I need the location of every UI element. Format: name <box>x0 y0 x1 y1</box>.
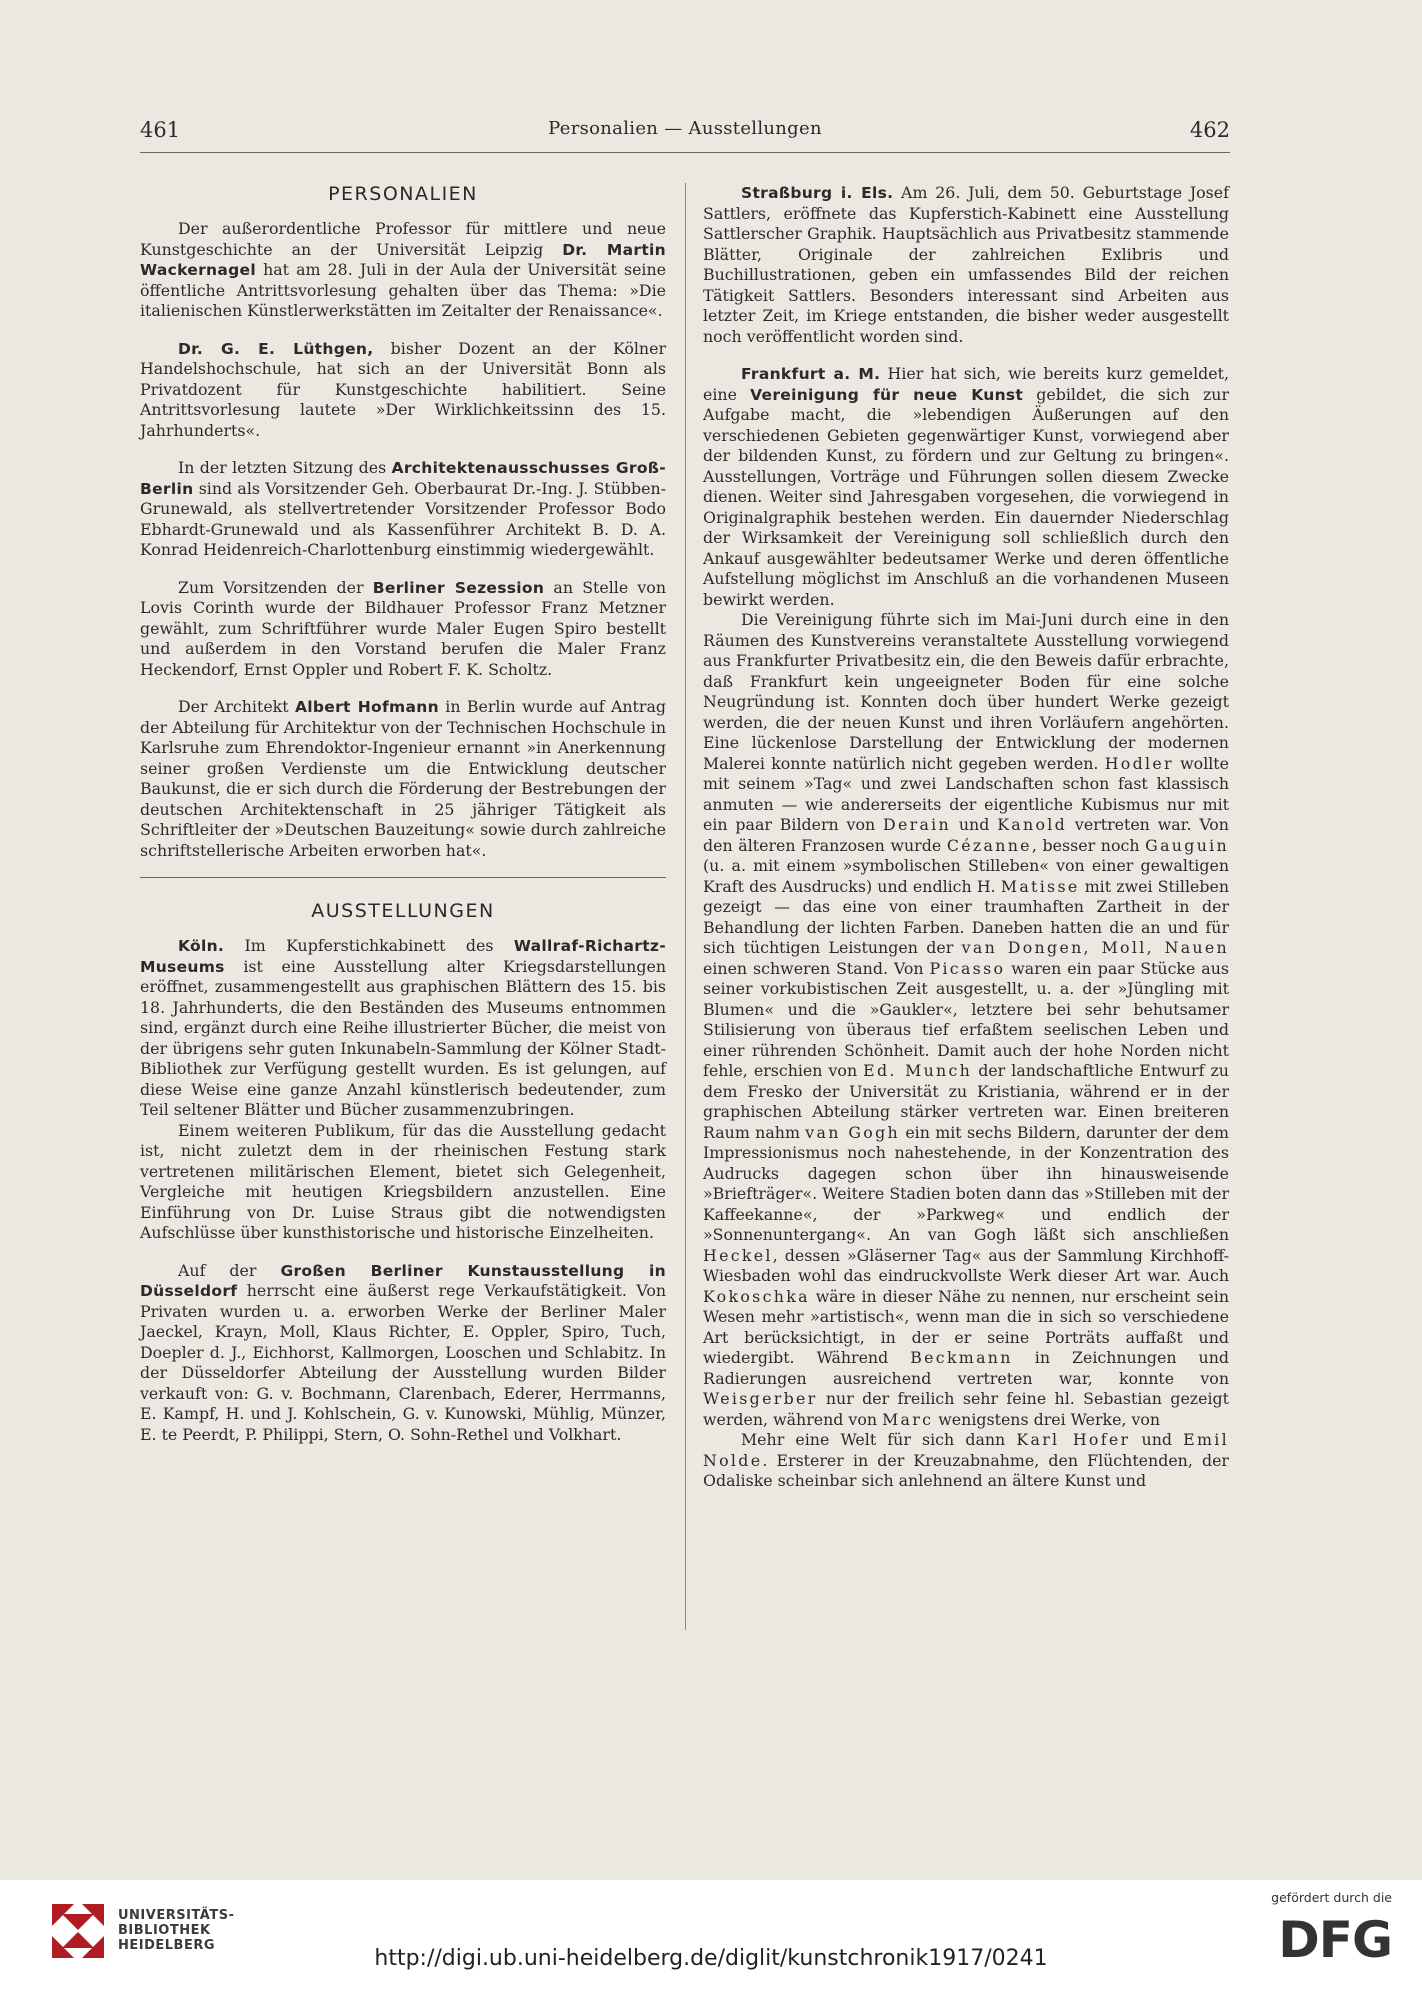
left-column <box>140 183 666 1445</box>
name-luethgen: Dr. G. E. Lüthgen, <box>178 339 374 358</box>
place-koeln: Köln. <box>178 937 225 955</box>
name-wackernagel: Dr. Martin Wackernagel <box>140 240 667 279</box>
paragraph-vereinigung-ausstellung: Die Vereinigung führte sich im Mai-Juni durch eine in den Räumen des Kunstvereins veranstaltete Ausstellung vorwiegend aus Frankfurter Privatbesitz ein, die den Beweis dafür erbrachte, daß Frankfurt kein ungeeigneter Boden für eine solche Neugründung ist. Konnten doch über hundert Werke gezeigt werden, die der neuen Kunst und ihren Vorläufern angehörten. Eine lückenlose Darstellung der Entwicklung der modernen Malerei konnte natürlich nicht gegeben werden. Hodler wollte mit seinem »Tag« und zwei Landschaften schon fast klassisch anmuten — wie andererseits der eigentliche Kubismus nur mit ein paar Bildern von Derain und Kanold vertreten war. Von den älteren Franzosen wurde Cézanne, besser noch Gauguin (u. a. mit einem »symbolischen Stilleben« von einer gewaltigen Kraft des Ausdrucks) und endlich H. Matisse mit zwei Stilleben gezeigt — das eine von einer traumhaften Zartheit in der Behandlung der lichten Farben. Daneben hatten die an und für sich tüchtigen Leistungen der van Dongen, Moll, Nauen einen schweren Stand. Von Picasso waren ein paar Stücke aus seiner vorkubistischen Zeit ausgestellt, u. a. der »Jüngling mit Blumen« und die »Gaukler«, letztere bei sehr behutsamer Stilisierung von überaus tief erfaßtem seelischen Leben und einer rührenden Schönheit. Damit auch der hohe Norden nicht fehle, erschien von Ed. Munch der landschaftliche Entwurf zu dem Fresko der Universität zu Kristiania, während er in der graphischen Abteilung stärker vertreten war. Einen breiteren Raum nahm van Gogh ein mit sechs Bildern, darunter der dem Impressionismus noch nahestehende, in der Konzentration des Audrucks dagegen schon über ihn hinausweisende »Briefträger«. Weitere Stadien boten dann das »Stilleben mit der Kaffeekanne«, der »Parkweg« und endlich der »Sonnenuntergang«. An van Gogh läßt sich anschließen Heckel, dessen »Gläserner Tag« aus der Sammlung Kirchhoff-Wiesbaden wohl das eindruckvollste Werk dieser Art war. Auch Kokoschka wäre in dieser Nähe zu nennen, nur erscheint sein Wesen mehr »artistisch«, wenn man die in sich so verschiedene Art berücksichtigt, in der er seine Porträts auffaßt und wiedergibt. Während Beckmann in Zeichnungen und Radierungen ausreichend vertreten war, konnte von Weisgerber nur der freilich sehr feine hl. Sebastian gezeigt werden, während von Marc wenigstens drei Werke, von <box>703 610 1230 1429</box>
right-column <box>703 183 1229 1492</box>
section-heading-personalien: PERSONALIEN <box>328 183 478 205</box>
paragraph-sezession: Zum Vorsitzenden der Berliner Sezession an Stelle von Lovis Corinth wurde der Bildhauer Professor Franz Metzner gewählt, zum Schriftführer wurde Maler Eugen Spiro bestellt und außerdem in den Vorstand berufen die Maler Franz Heckendorf, Ernst Oppler und Robert F. K. Scholtz. <box>140 577 666 679</box>
section-heading-ausstellungen: AUSSTELLUNGEN <box>311 900 495 922</box>
name-architektenausschuss: Architektenausschusses Groß-Berlin <box>140 459 666 498</box>
page-number-left: 461 <box>140 118 181 142</box>
section-divider <box>140 877 666 878</box>
funding-label: gefördert durch die <box>1271 1890 1392 1905</box>
page-number-right: 462 <box>1189 118 1230 142</box>
place-strassburg: Straßburg i. Els. <box>741 184 894 202</box>
name-wallraf-richartz: Wallraf-Richartz-Museums <box>140 937 666 976</box>
running-title: Personalien — Ausstellungen <box>548 118 822 139</box>
paragraph-koeln: Köln. Im Kupferstichkabinett des Wallraf-Richartz-Museums ist eine Ausstellung alter Kriegsdarstellungen eröffnet, zusammengestellt aus graphischen Blättern des 15. bis 18. Jahrhunderts, die den Beständen des Museums entnommen sind, ergänzt durch eine Reihe illustrierter Bücher, die meist von der übrigens sehr guten Inkunabeln-Sammlung der Kölner Stadt-Bibliothek zur Verfügung gestellt wurden. Es ist gelungen, auf diese Weise eine ganze Anzahl künstlerisch bedeutender, zum Teil seltener Blätter und Bücher zusammenzubringen. <box>140 936 666 1119</box>
university-library-name: UNIVERSITÄTS- BIBLIOTHEK HEIDELBERG <box>118 1908 235 1953</box>
digitization-footer <box>0 1880 1422 1995</box>
paragraph-duesseldorf: Auf der Großen Berliner Kunstausstellung in Düsseldorf herrscht eine äußerst rege Verkaufstätigkeit. Von Privaten wurden u. a. erworben Werke der Berliner Maler Jaeckel, Krayn, Moll, Klaus Richter, E. Oppler, Spiro, Tuch, Doepler d. J., Eichhorst, Kallmorgen, Looschen und Schlabitz. In der Düsseldorfer Abteilung der Ausstellung wurden Bilder verkauft von: G. v. Bochmann, Clarenbach, Ederer, Herrmanns, E. Kampf, H. und J. Kohlschein, G. v. Kunowski, Mühlig, Münzer, E. te Peerdt, P. Philippi, Stern, O. Sohn-Rethel und Volkhart. <box>140 1260 666 1444</box>
dfg-logo: DFG <box>1278 1911 1392 1969</box>
paragraph-hofer-nolde: Mehr eine Welt für sich dann Karl Hofer und Emil Nolde. Ersterer in der Kreuzabnahme, den Flüchtenden, der Odaliske scheinbar sich anlehnend an ältere Kunst und <box>703 1430 1229 1490</box>
header-rule <box>140 152 1230 153</box>
place-frankfurt: Frankfurt a. M. <box>741 365 881 383</box>
name-hofmann: Albert Hofmann <box>294 698 439 716</box>
paragraph-luethgen: Dr. G. E. Lüthgen, bisher Dozent an der Kölner Handelshochschule, hat sich an der Universität Bonn als Privatdozent für Kunstgeschichte habilitiert. Seine Antrittsvorlesung lautete »Der Wirklichkeitssinn des 15. Jahrhunderts«. <box>140 338 666 440</box>
paragraph-publikum: Einem weiteren Publikum, für das die Ausstellung gedacht ist, nicht zuletzt dem in der rheinischen Festung stark vertretenen militärischen Element, bietet sich Gelegenheit, Vergleiche mit heutigen Kriegsbildern anzustellen. Eine Einführung von Dr. Luise Straus gibt die notwendigsten Aufschlüsse über kunsthistorische und historische Einzelheiten. <box>140 1120 666 1242</box>
running-header <box>140 118 1230 148</box>
paragraph-architektenausschuss: In der letzten Sitzung des Architektenausschusses Groß-Berlin sind als Vorsitzender Geh. Oberbaurat Dr.-Ing. J. Stübben-Grunewald, als stellvertretender Vorsitzender Professor Bodo Ebhardt-Grunewald und als Kassenführer Architekt B. D. A. Konrad Heidenreich-Charlottenburg einstimmig wiedergewählt. <box>140 458 666 559</box>
source-url-link[interactable]: http://digi.ub.uni-heidelberg.de/diglit/kunstchronik1917/0241 <box>374 1946 1048 1971</box>
paragraph-hofmann: Der Architekt Albert Hofmann in Berlin wurde auf Antrag der Abteilung für Architektur von der Technischen Hochschule in Karlsruhe zum Ehrendoktor-Ingenieur ernannt »in Anerkennung seiner großen Verdienste um die Entwicklung deutscher Baukunst, die er sich durch die Förderung der Bestrebungen der deutschen Architektenschaft in 25 jähriger Tätigkeit als Schriftleiter der »Deutschen Bauzeitung« sowie durch zahlreiche schriftstellerische Arbeiten erworben hat«. <box>140 697 666 860</box>
name-kunstausstellung-duesseldorf: Großen Berliner Kunstausstellung in Düsseldorf <box>140 1261 666 1300</box>
paragraph-frankfurt: Frankfurt a. M. Hier hat sich, wie bereits kurz gemeldet, eine Vereinigung für neue Kunst gebildet, die sich zur Aufgabe macht, die »lebendigen Äußerungen auf den verschiedenen Gebieten gegenwärtiger Kunst, vorwiegend aber der bildenden Kunst, zu fördern und zur Geltung zu bringen«. Ausstellungen, Vorträge und Führungen sollen diesem Zwecke dienen. Weiter sind Jahresgaben vorgesehen, die vorwiegend in Originalgraphik bestehen werden. Ein dauernder Niederschlag der Wirksamkeit der Vereinigung soll schließlich durch den Ankauf ausgewählter bedeutsamer Werke und deren öffentliche Aufstellung möglichst im Anschluß an die vorhandenen Museen bewirkt werden. <box>703 364 1230 609</box>
paragraph-wackernagel: Der außerordentliche Professor für mittlere und neue Kunstgeschichte an der Universität Leipzig Dr. Martin Wackernagel hat am 28. Juli in der Aula der Universität seine öffentliche Antrittsvorlesung gehalten über das Thema: »Die italienischen Künstlerwerkstätten im Zeitalter der Renaissance«. <box>140 219 667 320</box>
name-sezession: Berliner Sezession <box>372 578 545 597</box>
column-rule <box>685 183 686 1630</box>
paragraph-strassburg: Straßburg i. Els. Am 26. Juli, dem 50. Geburtstage Josef Sattlers, eröffnete das Kupferstich-Kabinett eine Ausstellung Sattlerscher Graphik. Hauptsächlich aus Privatbesitz stammende Blätter, Originale der zahlreichen Exlibris und Buchillustrationen, geben ein umfassendes Bild der reichen Tätigkeit Sattlers. Besonders interessant sind Arbeiten aus letzter Zeit, im Kriege entstanden, die bisher weder ausgestellt noch veröffentlicht worden sind. <box>703 183 1229 346</box>
name-vereinigung: Vereinigung für neue Kunst <box>750 385 1024 404</box>
